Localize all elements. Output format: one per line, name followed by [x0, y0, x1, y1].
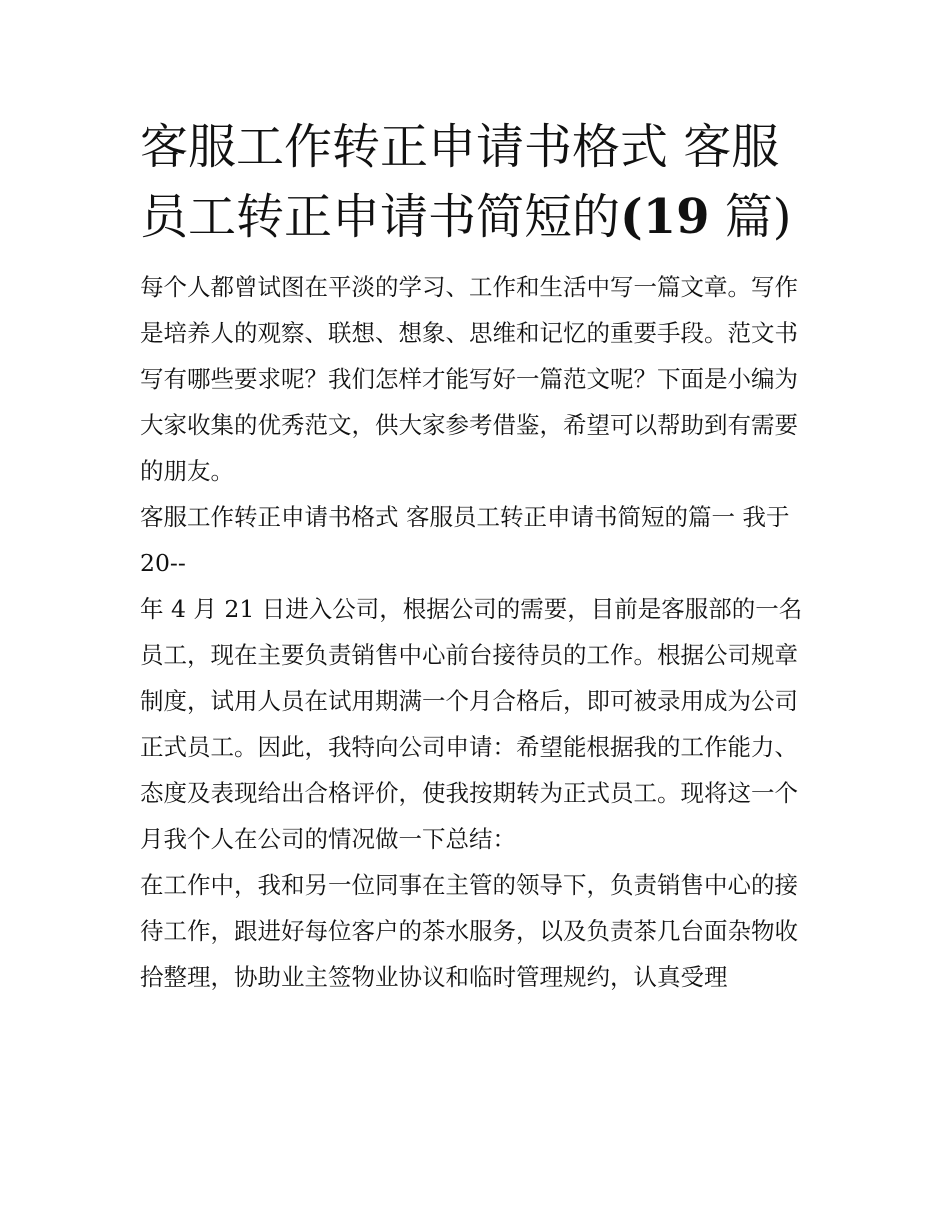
paragraph-intro: 每个人都曾试图在平淡的学习、工作和生活中写一篇文章。写作是培养人的观察、联想、想象、思维和记忆的重要手段。范文书写有哪些要求呢？我们怎样才能写好一篇范文呢？下面是小编为大家收集的优秀范文，供大家参考借鉴，希望可以帮助到有需要的朋友。	[140, 273, 798, 485]
paragraph-application: 年 4 月 21 日进入公司，根据公司的需要，目前是客服部的一名员工，现在主要负责销售中心前台接待员的工作。根据公司规章制度，试用人员在试用期满一个月合格后，即可被录用成为公司正式员工。因此，我特向公司申请：希望能根据我的工作能力、态度及表现给出合格评价，使我按期转为正式员工。现将这一个月我个人在公司的情况做一下总结：	[140, 595, 803, 853]
title-suffix: 篇)	[709, 189, 792, 245]
title-count: (19	[620, 189, 710, 245]
document-title	[140, 112, 815, 252]
paragraph-heading-one: 客服工作转正申请书格式 客服员工转正申请书简短的篇一 我于 20--	[140, 503, 790, 577]
document-body	[140, 264, 815, 1000]
paragraph-work-summary: 在工作中，我和另一位同事在主管的领导下，负责销售中心的接待工作，跟进好每位客户的茶水服务，以及负责茶几台面杂物收拾整理，协助业主签物业协议和临时管理规约，认真受理	[140, 871, 798, 991]
document-page	[140, 112, 815, 1000]
title-text: 客服工作转正申请书格式 客服员工转正申请书简短的	[140, 119, 780, 245]
